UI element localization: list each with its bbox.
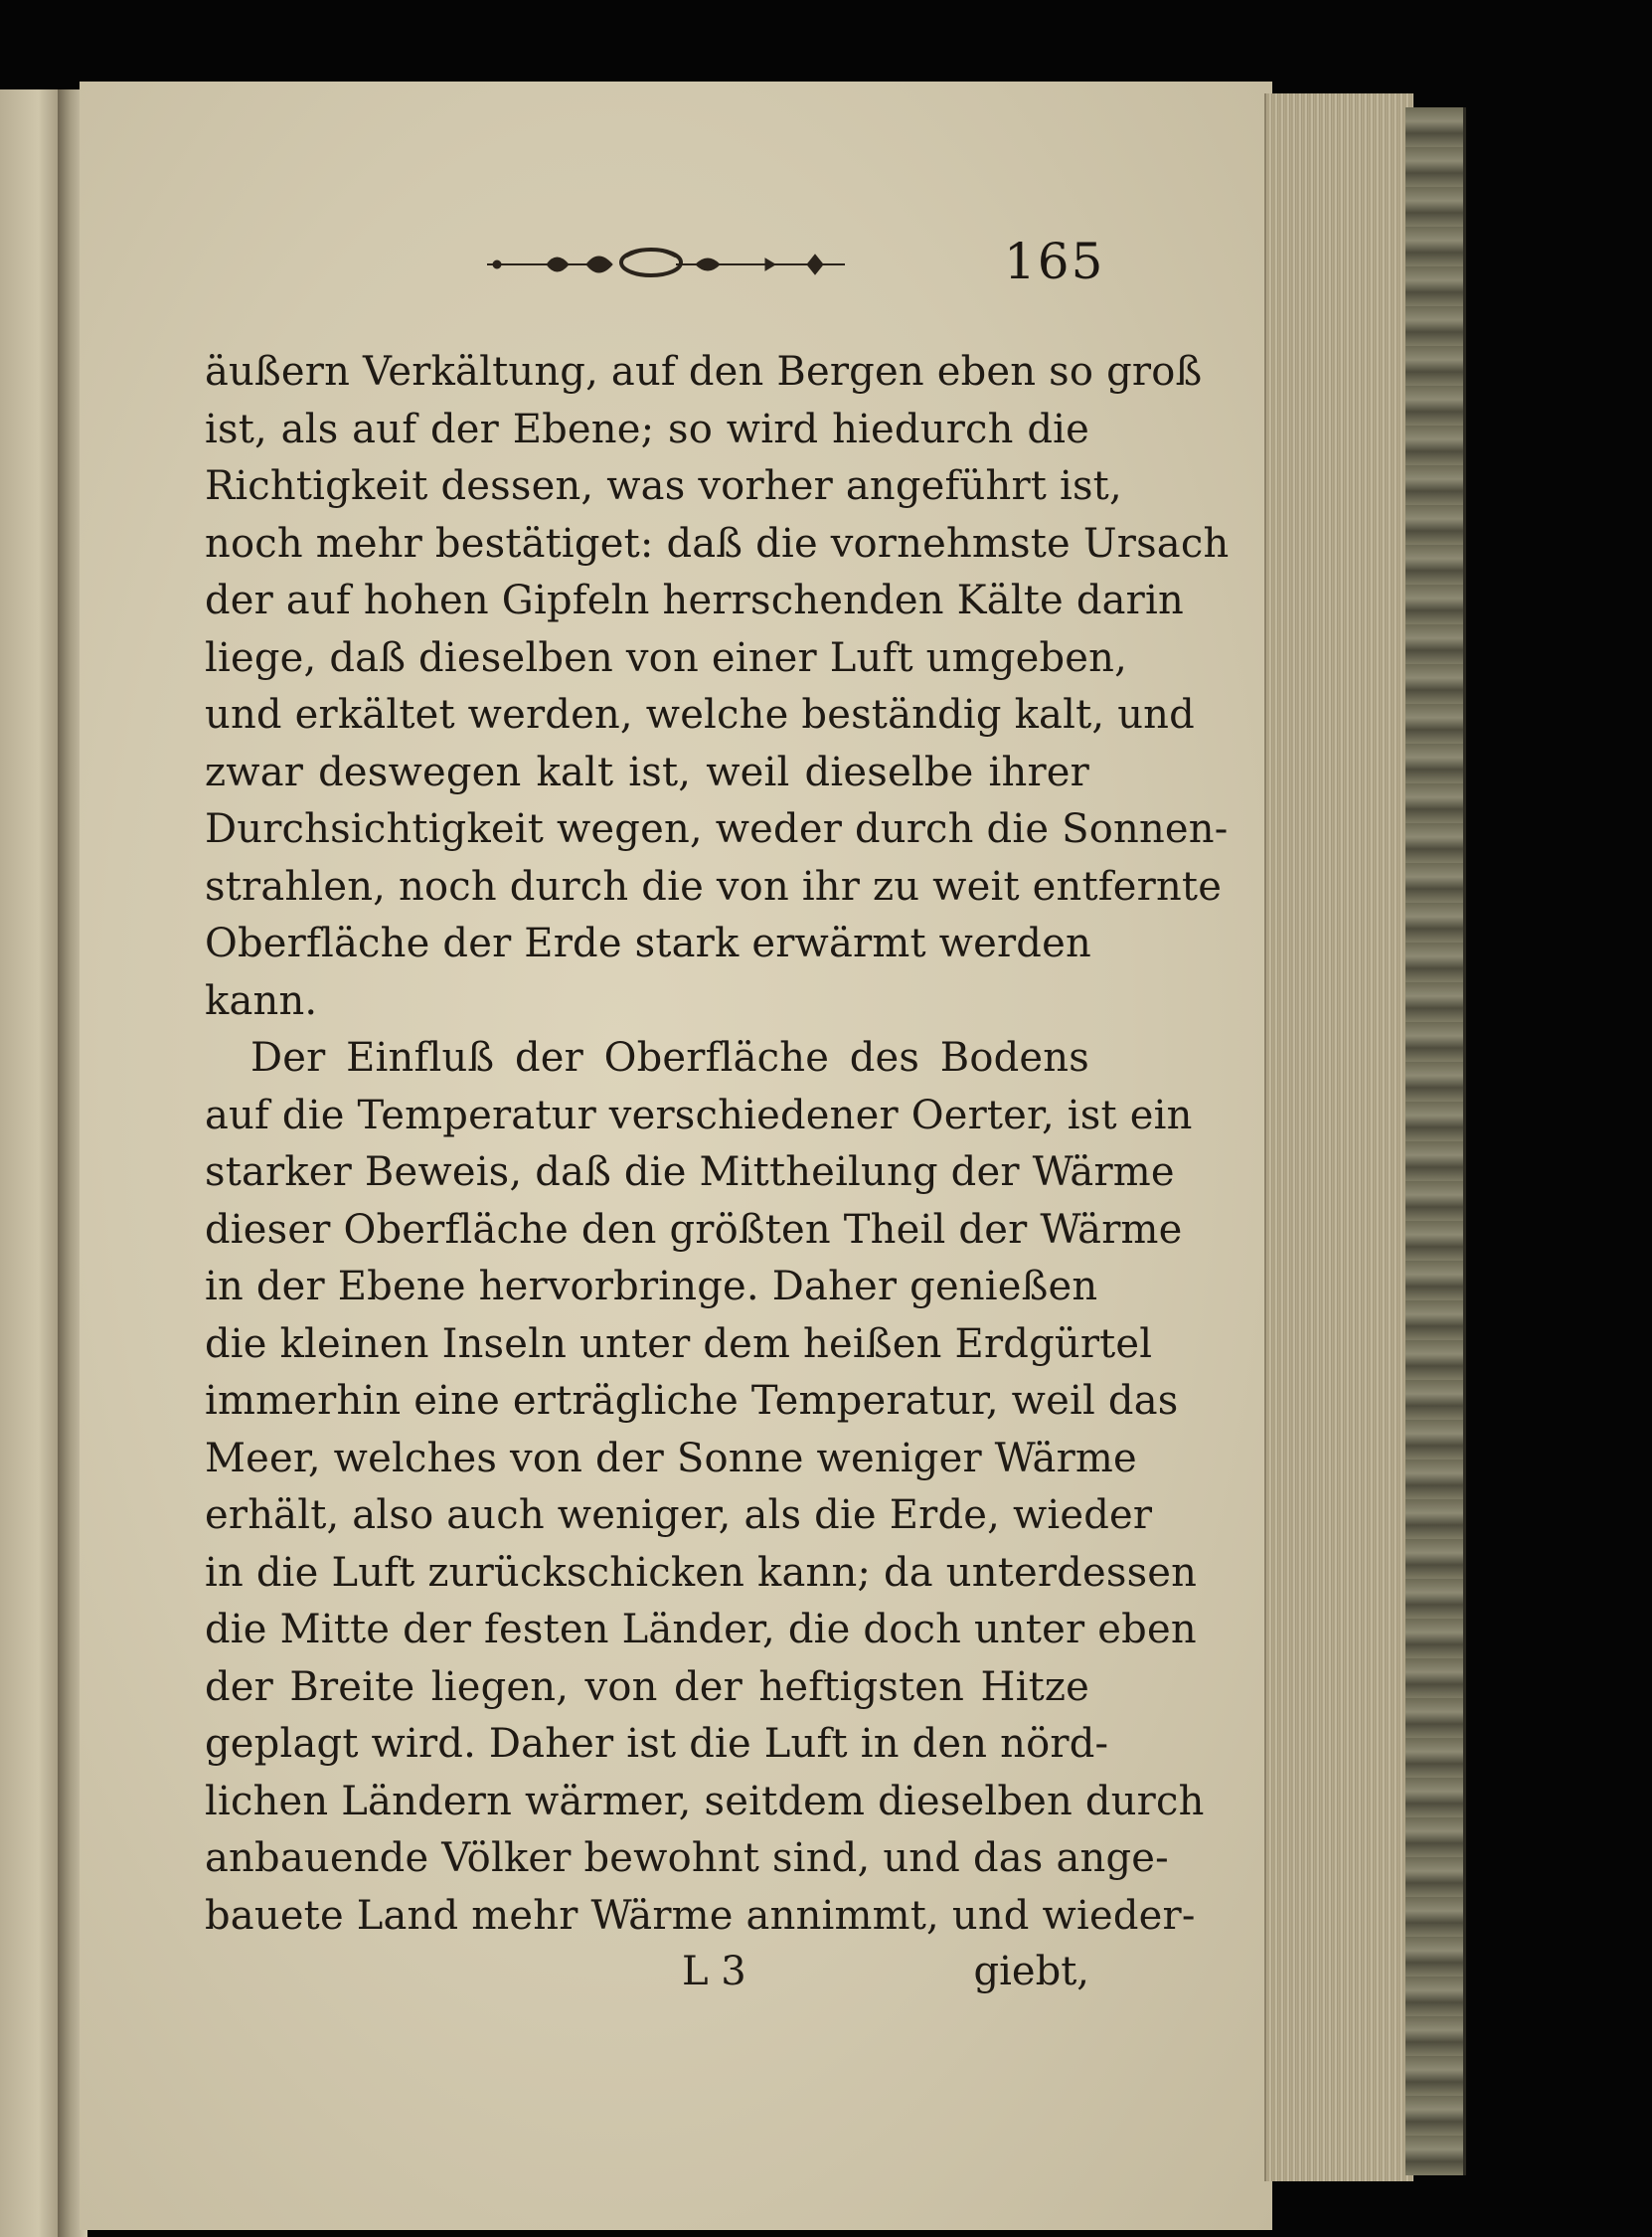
- text-line: auf die Temperatur verschiedener Oerter, ist ein: [205, 1092, 1193, 1138]
- text-line: Meer, welches von der Sonne weniger Wärme: [205, 1435, 1137, 1481]
- signature-mark: L 3: [682, 1949, 746, 1994]
- text-line: und erkältet werden, welche beständig kalt, und: [205, 692, 1195, 738]
- text-line: liege, daß dieselben von einer Luft umgeben,: [205, 634, 1127, 681]
- text-line: immerhin eine erträgliche Temperatur, weil das: [205, 1378, 1179, 1424]
- text-line: noch mehr bestätiget: daß die vornehmste Ursach: [205, 520, 1230, 567]
- text-line: starker Beweis, daß die Mittheilung der Wärme: [205, 1149, 1175, 1195]
- text-line: zwar deswegen kalt ist, weil dieselbe ihrer: [205, 749, 1089, 795]
- text-line: erhält, also auch weniger, als die Erde, wieder: [205, 1492, 1153, 1538]
- text-line: die kleinen Inseln unter dem heißen Erdgürtel: [205, 1320, 1153, 1367]
- text-line: bauete Land mehr Wärme annimmt, und wieder-: [205, 1892, 1196, 1939]
- text-line: die Mitte der festen Länder, die doch unter eben: [205, 1607, 1197, 1652]
- text-line: Der Einfluß der Oberfläche des Bodens: [250, 1035, 1089, 1081]
- text-line: in die Luft zurückschicken kann; da unterdessen: [205, 1549, 1198, 1596]
- text-line: geplagt wird. Daher ist die Luft in den nörd-: [205, 1721, 1109, 1767]
- text-line: in der Ebene hervorbringe. Daher genießen: [205, 1264, 1098, 1309]
- text-line: Durchsichtigkeit wegen, weder durch die Sonnen-: [205, 806, 1229, 852]
- page-number: 165: [1004, 233, 1105, 290]
- text-line: Oberfläche der Erde stark erwärmt werden: [205, 921, 1091, 966]
- book-cover-edge: [1405, 107, 1466, 2175]
- text-line: strahlen, noch durch die von ihr zu weit entfernte: [205, 863, 1223, 910]
- catchword: giebt,: [973, 1949, 1089, 1994]
- text-line: Richtigkeit dessen, was vorher angeführt ist,: [205, 463, 1122, 509]
- text-line: lichen Ländern wärmer, seitdem dieselben durch: [205, 1778, 1205, 1824]
- text-line: kann.: [205, 977, 318, 1024]
- book-fore-edge: [1264, 93, 1413, 2181]
- page-footer: [205, 1949, 1089, 2008]
- text-line: ist, als auf der Ebene; so wird hiedurch die: [205, 406, 1089, 452]
- text-line: anbauende Völker bewohnt sind, und das ange-: [205, 1835, 1169, 1881]
- text-line: der auf hohen Gipfeln herrschenden Kälte darin: [205, 578, 1184, 623]
- text-line: dieser Oberfläche den größten Theil der Wärme: [205, 1206, 1183, 1253]
- left-page-edge: [0, 89, 64, 2237]
- text-line: der Breite liegen, von der heftigsten Hitze: [205, 1663, 1089, 1710]
- body-text: [205, 344, 1230, 1945]
- text-line: äußern Verkältung, auf den Bergen eben so groß: [205, 349, 1203, 395]
- head-ornament-icon: [487, 247, 865, 282]
